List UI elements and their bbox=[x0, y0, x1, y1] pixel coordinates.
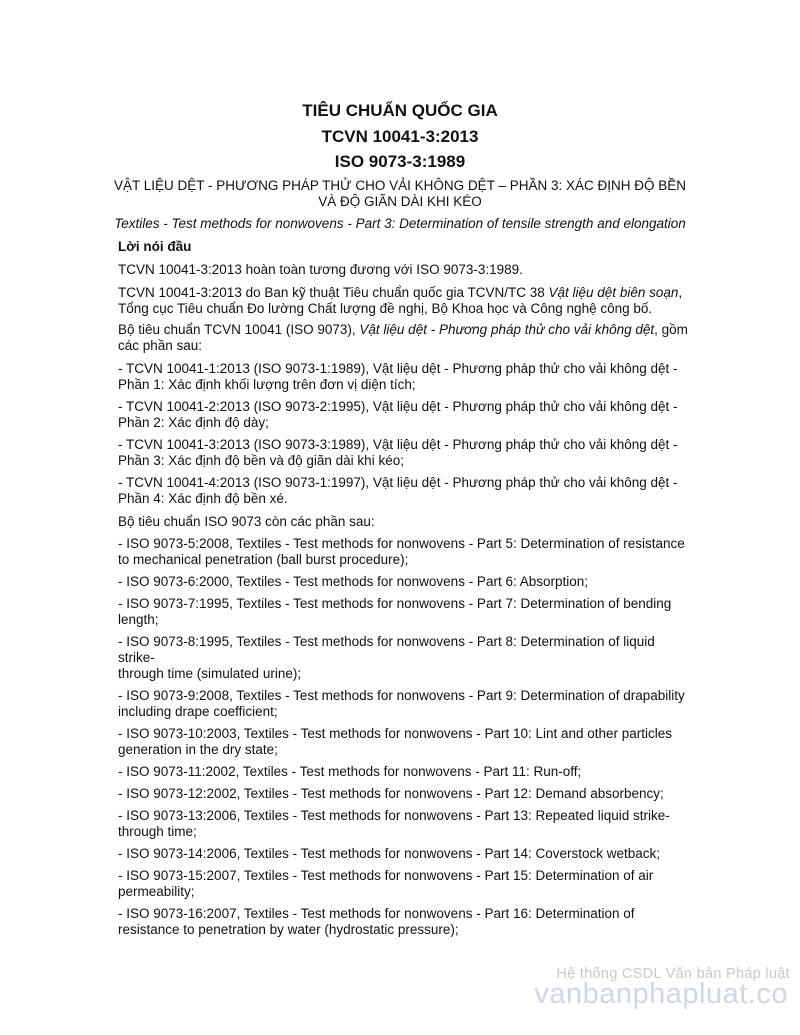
list-item-line: permeability; bbox=[118, 884, 195, 899]
foreword-paragraph-4: Bộ tiêu chuẩn ISO 9073 còn các phần sau: bbox=[118, 514, 375, 529]
list-item-line: - ISO 9073-13:2006, Textiles - Test methods for nonwovens - Part 13: Repeated liquid strike- bbox=[118, 808, 670, 823]
list-item-line: - ISO 9073-5:2008, Textiles - Test methods for nonwovens - Part 5: Determination of resistance bbox=[118, 536, 685, 551]
standard-title-vn-line1: VẬT LIỆU DỆT - PHƯƠNG PHÁP THỬ CHO VẢI KHÔNG DỆT – PHẦN 3: XÁC ĐỊNH ĐỘ BỀN bbox=[113, 178, 686, 193]
list-item bbox=[118, 764, 688, 780]
list-item-line: - ISO 9073-8:1995, Textiles - Test methods for nonwovens - Part 8: Determination of liquid strike- bbox=[118, 634, 655, 665]
list-item bbox=[118, 574, 688, 590]
list-item-line: - ISO 9073-7:1995, Textiles - Test methods for nonwovens - Part 7: Determination of bending bbox=[118, 596, 672, 611]
list-item bbox=[118, 868, 688, 900]
list-item-line: - ISO 9073-12:2002, Textiles - Test methods for nonwovens - Part 12: Demand absorbency; bbox=[118, 786, 664, 801]
list-item-line: through time; bbox=[118, 824, 197, 839]
list-item bbox=[118, 536, 688, 568]
list-item-line: - ISO 9073-11:2002, Textiles - Test methods for nonwovens - Part 11: Run-off; bbox=[118, 764, 582, 779]
list-item-line: including drape coefficient; bbox=[118, 704, 278, 719]
paragraph-line bbox=[118, 322, 688, 338]
list-item bbox=[118, 596, 688, 628]
text-run: , bbox=[678, 285, 683, 300]
list-item-line: Phần 4: Xác định độ bền xé. bbox=[118, 491, 288, 506]
list-item-line: Phần 2: Xác định độ dày; bbox=[118, 415, 269, 430]
standard-title-vn bbox=[0, 178, 800, 210]
foreword-paragraph-1: TCVN 10041-3:2013 hoàn toàn tương đương với ISO 9073-3:1989. bbox=[118, 262, 523, 277]
list-item-line: - ISO 9073-15:2007, Textiles - Test methods for nonwovens - Part 15: Determination of air bbox=[118, 868, 654, 883]
list-item bbox=[118, 726, 688, 758]
doc-title: TIÊU CHUẨN QUỐC GIA bbox=[302, 101, 498, 120]
list-item-line: Phần 1: Xác định khối lượng trên đơn vị diện tích; bbox=[118, 377, 416, 392]
italic-run: Vật liệu dệt biên soạn bbox=[548, 285, 679, 300]
list-item bbox=[118, 906, 688, 938]
list-item-line: generation in the dry state; bbox=[118, 742, 278, 757]
list-item-line: - TCVN 10041-4:2013 (ISO 9073-1:1997), Vật liệu dệt - Phương pháp thử cho vải không dệt - bbox=[118, 475, 678, 490]
list-item-line: Phần 3: Xác định độ bền và độ giãn dài khi kéo; bbox=[118, 453, 404, 468]
text-run: Bộ tiêu chuẩn TCVN 10041 (ISO 9073), bbox=[118, 322, 360, 337]
tcvn-parts-list bbox=[118, 361, 688, 513]
list-item bbox=[118, 475, 688, 507]
list-item bbox=[118, 786, 688, 802]
list-item bbox=[118, 846, 688, 862]
list-item-line: through time (simulated urine); bbox=[118, 666, 302, 681]
list-item-line: length; bbox=[118, 612, 159, 627]
italic-run: Vật liệu dệt - Phương pháp thử cho vải không dệt bbox=[359, 322, 655, 337]
foreword-paragraph-3 bbox=[118, 322, 688, 354]
text-run: , gồm bbox=[654, 322, 688, 337]
iso-number: ISO 9073-3:1989 bbox=[334, 152, 466, 171]
list-item-line: - TCVN 10041-2:2013 (ISO 9073-2:1995), Vật liệu dệt - Phương pháp thử cho vải không dệt - bbox=[118, 399, 678, 414]
standard-title-vn-line2: VÀ ĐỘ GIÃN DÀI KHI KÉO bbox=[318, 194, 482, 209]
iso-parts-list bbox=[118, 536, 688, 944]
list-item-line: - ISO 9073-16:2007, Textiles - Test methods for nonwovens - Part 16: Determination of bbox=[118, 906, 635, 921]
list-item-line: - ISO 9073-6:2000, Textiles - Test methods for nonwovens - Part 6: Absorption; bbox=[118, 574, 589, 589]
paragraph-line: Tổng cục Tiêu chuẩn Đo lường Chất lượng đề nghị, Bộ Khoa học và Công nghệ công bố. bbox=[118, 301, 653, 316]
list-item-line: resistance to penetration by water (hydrostatic pressure); bbox=[118, 922, 459, 937]
list-item-line: - ISO 9073-14:2006, Textiles - Test methods for nonwovens - Part 14: Coverstock wetback; bbox=[118, 846, 661, 861]
list-item-line: to mechanical penetration (ball burst procedure); bbox=[118, 552, 409, 567]
list-item-line: - TCVN 10041-3:2013 (ISO 9073-3:1989), Vật liệu dệt - Phương pháp thử cho vải không dệt - bbox=[118, 437, 678, 452]
list-item bbox=[118, 688, 688, 720]
paragraph-line bbox=[118, 285, 688, 301]
list-item bbox=[118, 437, 688, 469]
list-item bbox=[118, 634, 688, 682]
foreword-heading: Lời nói đầu bbox=[118, 239, 192, 254]
text-run: TCVN 10041-3:2013 do Ban kỹ thuật Tiêu chuẩn quốc gia TCVN/TC 38 bbox=[118, 285, 549, 300]
watermark-site: vanbanphapluat.co bbox=[534, 978, 788, 1010]
paragraph-line: các phần sau: bbox=[118, 338, 203, 353]
list-item bbox=[118, 361, 688, 393]
watermark-caption: Hệ thống CSDL Văn bản Pháp luật bbox=[556, 966, 790, 982]
list-item bbox=[118, 808, 688, 840]
list-item-line: - TCVN 10041-1:2013 (ISO 9073-1:1989), Vật liệu dệt - Phương pháp thử cho vải không dệt - bbox=[118, 361, 678, 376]
list-item-line: - ISO 9073-9:2008, Textiles - Test methods for nonwovens - Part 9: Determination of drapability bbox=[118, 688, 685, 703]
list-item bbox=[118, 399, 688, 431]
list-item-line: - ISO 9073-10:2003, Textiles - Test methods for nonwovens - Part 10: Lint and other particles bbox=[118, 726, 673, 741]
tcvn-number: TCVN 10041-3:2013 bbox=[321, 127, 479, 146]
foreword-paragraph-2 bbox=[118, 285, 688, 317]
standard-title-en: Textiles - Test methods for nonwovens - Part 3: Determination of tensile strength and elongation bbox=[114, 216, 686, 231]
